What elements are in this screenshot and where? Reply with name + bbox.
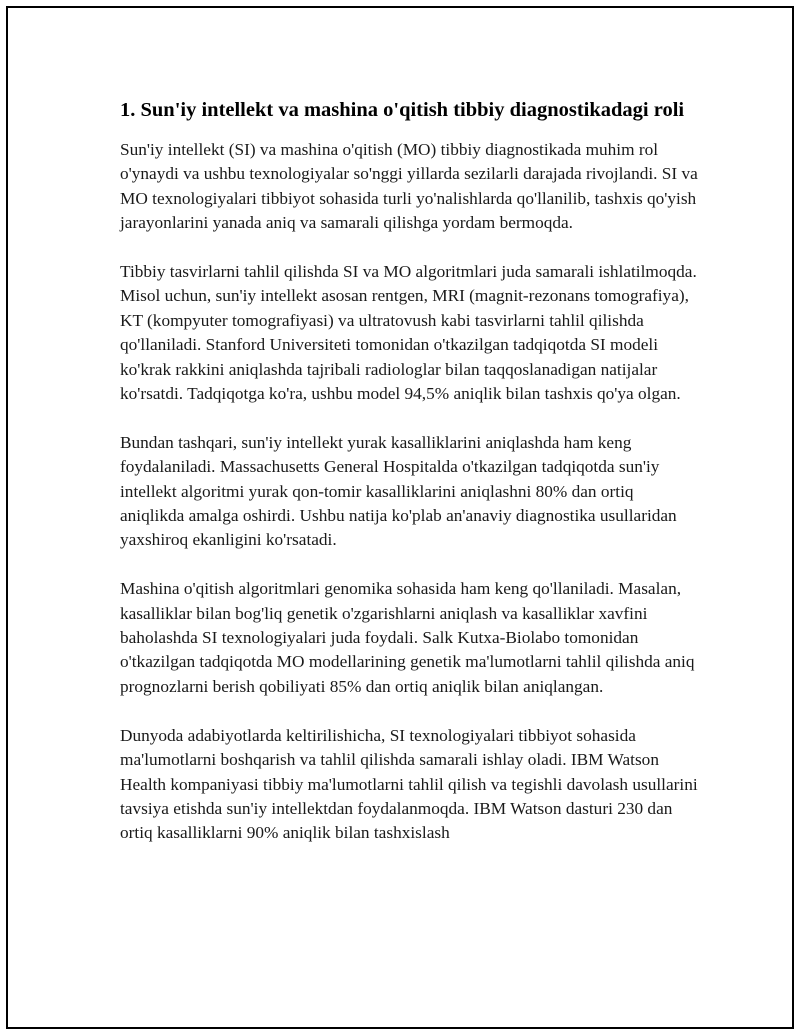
document-body <box>120 96 700 870</box>
paragraph: Dunyoda adabiyotlarda keltirilishicha, SI texnologiyalari tibbiyot sohasida ma'lumotlarni boshqarish va tahlil qilishda samarali ishlay oladi. IBM Watson Health kompaniyasi tibbiy ma'lumotlarni tahlil qilish va tegishli davolash usullarini tavsiya etishda sun'iy intellektdan foydalanmoqda. IBM Watson dasturi 230 dan ortiq kasalliklarni 90% aniqlik bilan tashxislash <box>120 725 698 843</box>
paragraph: Bundan tashqari, sun'iy intellekt yurak kasalliklarini aniqlashda ham keng foydalaniladi. Massachusetts General Hospitalda o'tkazilgan tadqiqotda sun'iy intellekt algoritmi yurak qon-tomir kasalliklarini aniqlashni 80% dan ortiq aniqlikda amalga oshirdi. Ushbu natija ko'plab an'anaviy diagnostika usullaridan yaxshiroq ekanligini ko'rsatadi. <box>120 432 677 550</box>
paragraph: Tibbiy tasvirlarni tahlil qilishda SI va MO algoritmlari juda samarali ishlatilmoqda. Misol uchun, sun'iy intellekt asosan rentgen, MRI (magnit-rezonans tomografiya), KT (kompyuter tomografiyasi) va ultratovush kabi tasvirlarni tahlil qilishda qo'llaniladi. Stanford Universiteti tomonidan o'tkazilgan tadqiqotda SI modeli ko'krak rakkini aniqlashda tajribali radiologlar bilan taqqoslanadigan natijalar ko'rsatdi. Tadqiqotga ko'ra, ushbu model 94,5% aniqlik bilan tashxis qo'ya olgan. <box>120 262 697 404</box>
paragraph: Sun'iy intellekt (SI) va mashina o'qitish (MO) tibbiy diagnostikada muhim rol o'ynaydi va ushbu texnologiyalar so'nggi yillarda sezilarli darajada rivojlandi. SI va MO texnologiyalari tibbiyot sohasida turli yo'nalishlarda qo'llanilib, tashxis qo'yish jarayonlarini yanada aniq va samarali qilishga yordam bermoqda. <box>120 140 698 233</box>
page-frame <box>6 6 794 1029</box>
section-heading: 1. Sun'iy intellekt va mashina o'qitish tibbiy diagnostikadagi roli <box>120 99 685 121</box>
paragraph: Mashina o'qitish algoritmlari genomika sohasida ham keng qo'llaniladi. Masalan, kasalliklar bilan bog'liq genetik o'zgarishlarni aniqlash va kasalliklar xavfini baholashda SI texnologiyalari juda foydali. Salk Kutxa-Biolabo tomonidan o'tkazilgan tadqiqotda MO modellarining genetik ma'lumotlarni tahlil qilishda aniq prognozlarni berish qobiliyati 85% dan ortiq aniqlik bilan aniqlangan. <box>120 579 695 696</box>
